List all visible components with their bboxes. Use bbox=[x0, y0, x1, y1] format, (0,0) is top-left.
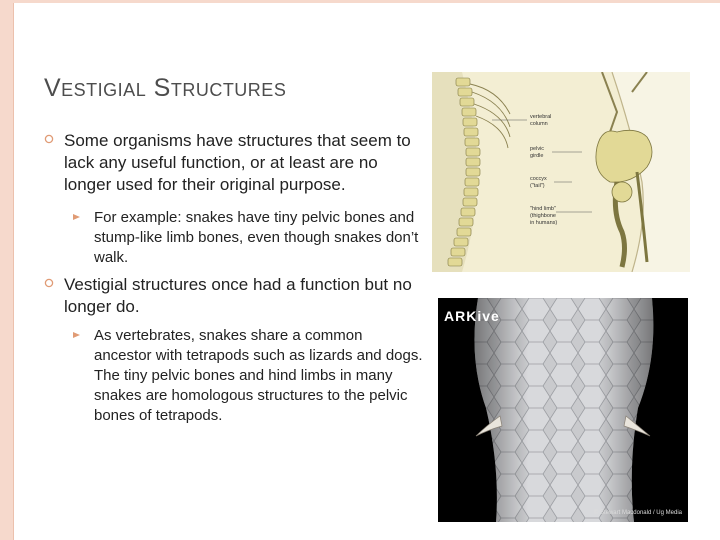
sub-bullet-text: As vertebrates, snakes share a common ancestor with tetrapods such as lizards and dogs. The tiny pelvic bones and hind limbs in many snakes are homologous structures to the pelvic bones of tetrapods. bbox=[94, 327, 423, 424]
label-pelvic: pelvic bbox=[530, 146, 545, 152]
bullet-ring-icon bbox=[44, 278, 54, 288]
label-hind-limb: "hind limb" bbox=[530, 206, 556, 212]
bullet-text: Some organisms have structures that seem to lack any useful function, or at least are no longer used for their original purpose. bbox=[64, 131, 411, 194]
sub-bullet-text: For example: snakes have tiny pelvic bones and stump-like limb bones, even though snakes don’t walk. bbox=[94, 209, 419, 266]
photo-credit: © Stewart Macdonald / Ug Media bbox=[593, 510, 682, 516]
skeleton-diagram-image bbox=[432, 72, 690, 272]
bullet-text: Vestigial structures once had a function but no longer do. bbox=[64, 275, 412, 316]
sub-bullet-item bbox=[44, 208, 424, 268]
label-tail: ("tail") bbox=[530, 183, 545, 189]
slide-content bbox=[44, 130, 424, 426]
bullet-item bbox=[44, 274, 424, 318]
snake-underside-photo bbox=[438, 298, 688, 522]
arkive-logo: ARKive bbox=[444, 308, 500, 324]
bullet-ring-icon bbox=[44, 134, 54, 144]
top-accent-bar bbox=[13, 0, 720, 3]
bullet-arrow-icon bbox=[72, 330, 82, 340]
label-thighbone: (thighbone bbox=[530, 213, 556, 219]
skeleton-illustration bbox=[432, 72, 690, 272]
label-vertebral: vertebral bbox=[530, 114, 552, 120]
left-accent-bar bbox=[0, 0, 13, 540]
label-in-humans: in humans) bbox=[530, 220, 558, 226]
snake-body-illustration bbox=[438, 298, 688, 522]
bullet-arrow-icon bbox=[72, 212, 82, 222]
label-girdle: girdle bbox=[530, 153, 544, 159]
label-column: column bbox=[530, 121, 548, 127]
bullet-item bbox=[44, 130, 424, 196]
slide-title: Vestigial Structures bbox=[44, 74, 287, 102]
sub-bullet-item bbox=[44, 326, 424, 426]
label-coccyx: coccyx bbox=[530, 176, 547, 182]
left-accent-line bbox=[13, 0, 14, 540]
